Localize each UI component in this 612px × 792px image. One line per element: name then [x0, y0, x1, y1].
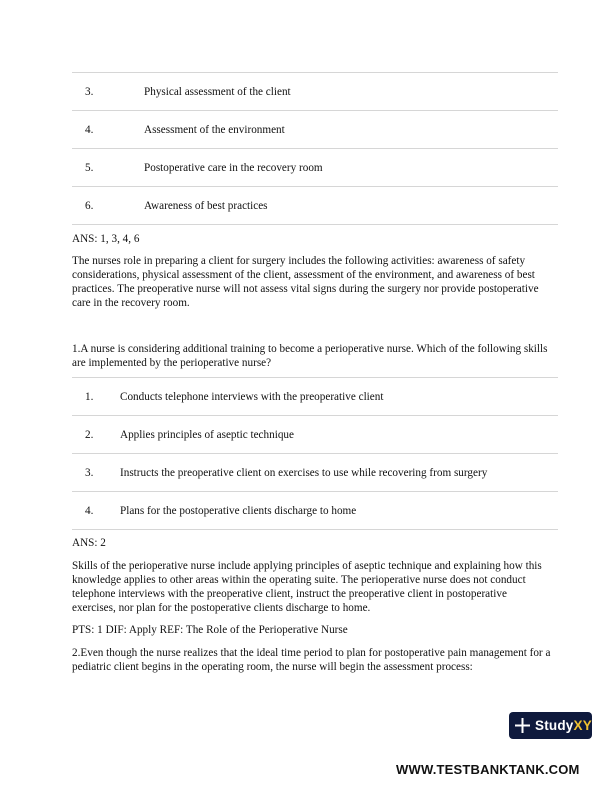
- plus-icon: [509, 712, 535, 739]
- option-row: [72, 186, 558, 225]
- option-text: Applies principles of aseptic technique: [120, 428, 294, 441]
- option-number: 3.: [85, 85, 94, 98]
- option-number: 4.: [85, 123, 94, 136]
- options-table-1: [72, 377, 558, 530]
- option-number: 1.: [85, 390, 94, 403]
- option-row: [72, 453, 558, 491]
- rationale-a: The nurses role in preparing a client for surgery includes the following activities: awareness of safety considerations, physical assessment of the client, assessment of the environment, and awareness of best practices. The preoperative nurse will not assess vital signs during the surgery nor provide postoperative care in the recovery room.: [72, 255, 539, 309]
- rationale-1: Skills of the perioperative nurse include applying principles of aseptic technique and explaining how this knowledge applies to other areas within the operating suite. The perioperative nurse does not conduct telephone interviews with the preoperative client, instruct the preoperative client in postoperative exercises, nor plan for the postoperative clients discharge to home.: [72, 560, 542, 614]
- option-row: [72, 377, 558, 415]
- footer-url[interactable]: WWW.TESTBANKTANK.COM: [396, 762, 580, 777]
- options-table-a: [72, 72, 558, 225]
- answer-a: ANS: 1, 3, 4, 6: [72, 233, 140, 245]
- studyxy-badge[interactable]: [509, 712, 592, 739]
- option-text: Awareness of best practices: [144, 199, 268, 212]
- option-text: Conducts telephone interviews with the preoperative client: [120, 390, 384, 403]
- answer-1: ANS: 2: [72, 537, 106, 549]
- option-row: [72, 72, 558, 110]
- option-text: Physical assessment of the client: [144, 85, 291, 98]
- option-text: Postoperative care in the recovery room: [144, 161, 323, 174]
- option-row: [72, 415, 558, 453]
- question-2-stem: 2.Even though the nurse realizes that the ideal time period to plan for postoperative pain management for a pediatric client begins in the operating room, the nurse will begin the assessment process:: [72, 647, 551, 673]
- brand-text: Study: [535, 717, 574, 733]
- option-row: [72, 491, 558, 530]
- option-text: Plans for the postoperative clients discharge to home: [120, 504, 357, 517]
- option-text: Assessment of the environment: [144, 123, 285, 136]
- option-row: [72, 110, 558, 148]
- option-row: [72, 148, 558, 186]
- option-number: 2.: [85, 428, 94, 441]
- option-number: 4.: [85, 504, 94, 517]
- question-1-meta: PTS: 1 DIF: Apply REF: The Role of the Perioperative Nurse: [72, 624, 348, 636]
- option-number: 6.: [85, 199, 94, 212]
- option-number: 3.: [85, 466, 94, 479]
- option-number: 5.: [85, 161, 94, 174]
- question-1-stem: 1.A nurse is considering additional training to become a perioperative nurse. Which of the following skills are implemented by the perioperative nurse?: [72, 343, 548, 369]
- option-text: Instructs the preoperative client on exercises to use while recovering from surgery: [120, 466, 488, 479]
- studyxy-logo-text: [535, 719, 592, 733]
- brand-accent-text: XY: [573, 717, 592, 733]
